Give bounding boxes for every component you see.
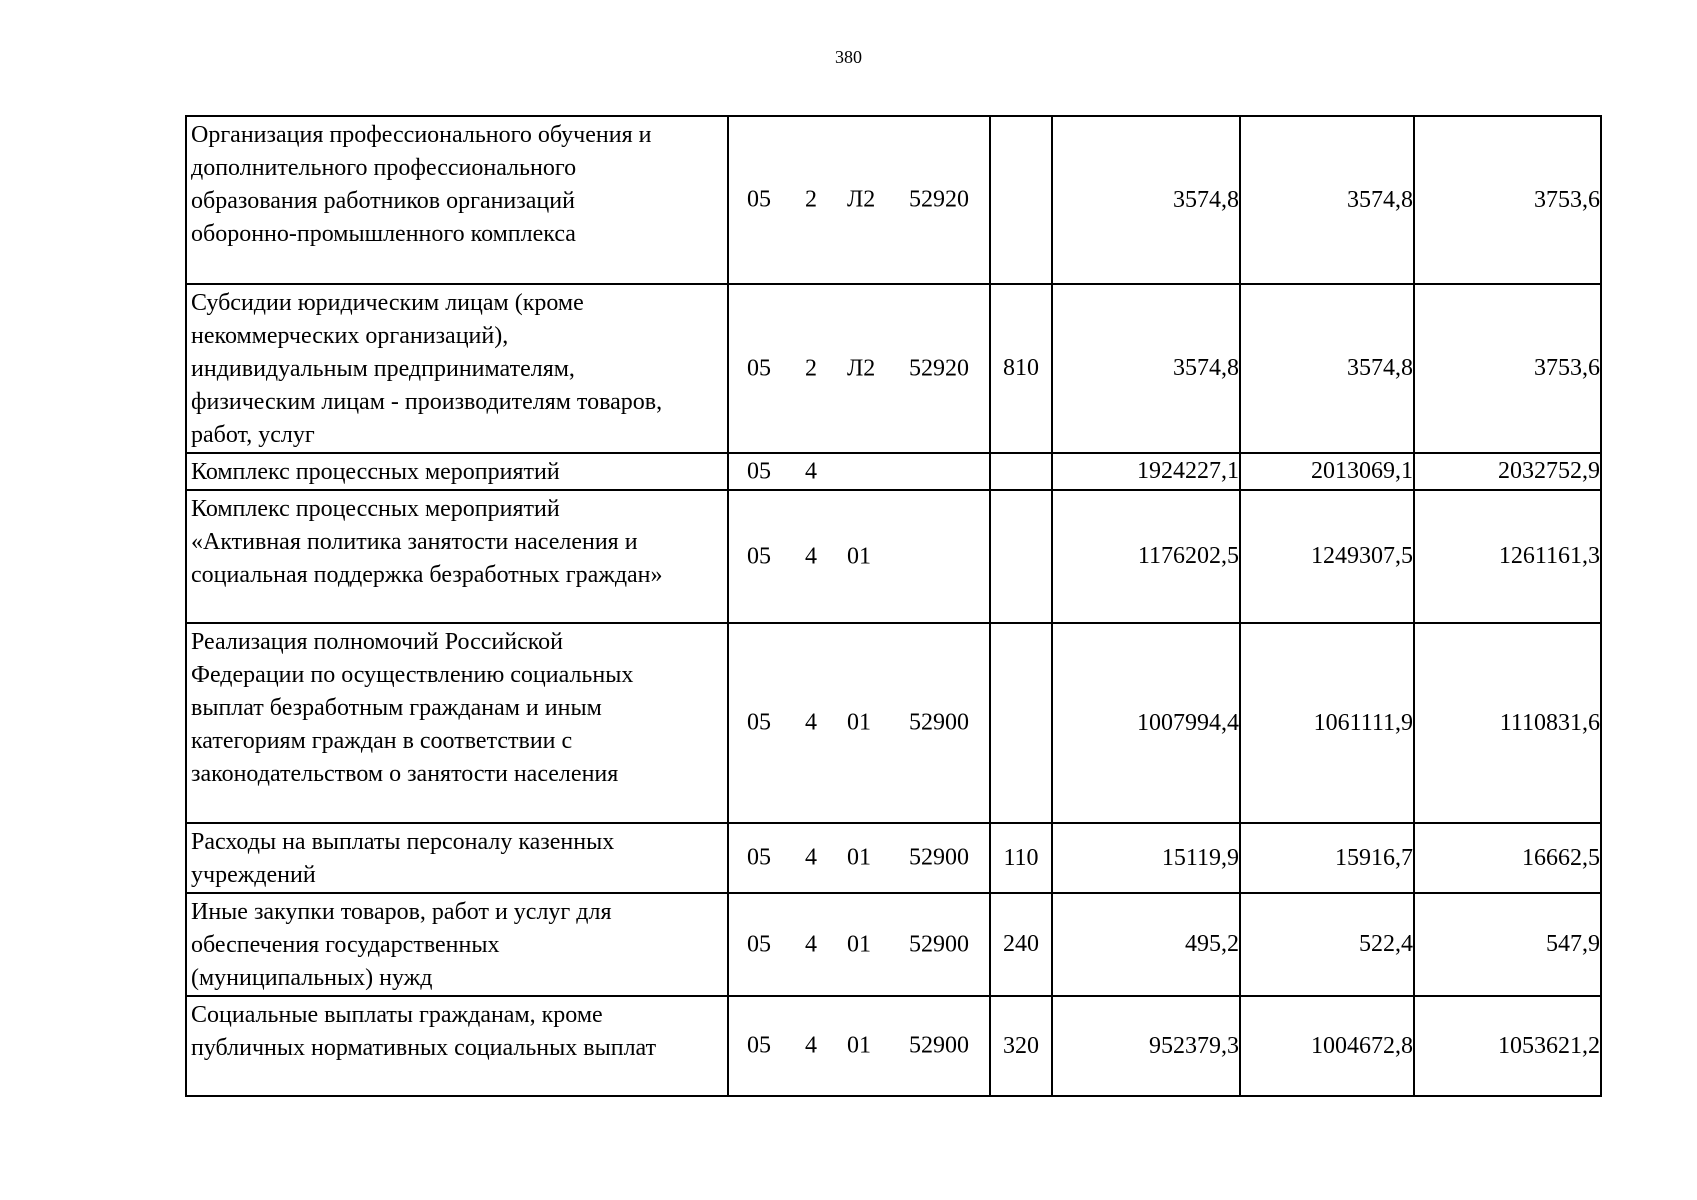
code-section: Л2: [847, 355, 876, 381]
row-name-line: Комплекс процессных мероприятий: [191, 459, 560, 485]
row-name-line: Социальные выплаты гражданам, кроме: [191, 1002, 603, 1028]
row-name: [186, 823, 728, 893]
amount-year-1: 1924227,1: [1052, 453, 1240, 490]
amount-year-1: 952379,3: [1052, 996, 1240, 1096]
code-program: 05: [747, 186, 771, 213]
amount-year-2: 3574,8: [1240, 116, 1414, 284]
row-name-line: образования работников организаций: [191, 188, 575, 214]
table-row: [186, 823, 1601, 893]
row-name-line: Иные закупки товаров, работ и услуг для: [191, 899, 612, 925]
page-number: 380: [835, 47, 862, 67]
amount-year-1: 495,2: [1052, 893, 1240, 996]
table-row: [186, 116, 1601, 284]
amount-year-2: 1061111,9: [1240, 623, 1414, 823]
row-name-line: обеспечения государственных: [191, 932, 500, 958]
amount-year-1: 1176202,5: [1052, 490, 1240, 623]
classification-code: [728, 823, 990, 893]
amount-year-3: 3753,6: [1414, 284, 1601, 453]
code-section: 01: [847, 931, 871, 957]
amount-year-1: 3574,8: [1052, 284, 1240, 453]
amount-year-1: 15119,9: [1052, 823, 1240, 893]
code-subprogram: 4: [805, 458, 817, 484]
row-name-line: выплат безработным гражданам и иным: [191, 695, 602, 721]
budget-table: [185, 115, 1602, 1097]
row-name-line: Организация профессионального обучения и: [191, 122, 652, 148]
amount-year-2: 1004672,8: [1240, 996, 1414, 1096]
code-subprogram: 4: [805, 931, 817, 957]
expense-type: [990, 453, 1052, 490]
code-program: 05: [747, 543, 771, 569]
classification-code: [728, 490, 990, 623]
table-row: [186, 996, 1601, 1096]
row-name: [186, 116, 728, 284]
amount-year-2: 522,4: [1240, 893, 1414, 996]
row-name-line: категориям граждан в соответствии с: [191, 728, 573, 754]
table-row: [186, 893, 1601, 996]
code-program: 05: [747, 709, 771, 736]
code-direction: 52900: [909, 844, 969, 871]
code-program: 05: [747, 1032, 771, 1059]
code-direction: 52900: [909, 931, 969, 957]
code-program: 05: [747, 931, 771, 957]
row-name-line: работ, услуг: [191, 422, 315, 448]
code-program: 05: [747, 844, 771, 871]
expense-type: 320: [990, 996, 1052, 1096]
expense-type: 810: [990, 284, 1052, 453]
amount-year-3: 1110831,6: [1414, 623, 1601, 823]
row-name-line: учреждений: [191, 862, 316, 888]
row-name-line: социальная поддержка безработных граждан»: [191, 562, 663, 588]
amount-year-2: 15916,7: [1240, 823, 1414, 893]
table-row: [186, 623, 1601, 823]
code-program: 05: [747, 458, 771, 484]
expense-type: [990, 490, 1052, 623]
row-name-line: Реализация полномочий Российской: [191, 629, 564, 655]
amount-year-2: 3574,8: [1240, 284, 1414, 453]
row-name-line: «Активная политика занятости населения и: [191, 529, 638, 555]
code-section: 01: [847, 543, 871, 569]
row-name-line: некоммерческих организаций),: [191, 323, 509, 349]
code-subprogram: 4: [805, 1032, 817, 1059]
code-direction: 52920: [909, 186, 969, 213]
classification-code: [728, 116, 990, 284]
code-direction: 52900: [909, 709, 969, 736]
amount-year-1: 1007994,4: [1052, 623, 1240, 823]
amount-year-1: 3574,8: [1052, 116, 1240, 284]
expense-type: 240: [990, 893, 1052, 996]
row-name-line: Федерации по осуществлению социальных: [191, 662, 634, 688]
classification-code: [728, 623, 990, 823]
row-name: [186, 996, 728, 1096]
row-name: [186, 490, 728, 623]
classification-code: [728, 284, 990, 453]
table-row: [186, 453, 1601, 490]
amount-year-3: 3753,6: [1414, 116, 1601, 284]
amount-year-3: 1053621,2: [1414, 996, 1601, 1096]
code-subprogram: 4: [805, 844, 817, 871]
code-program: 05: [747, 355, 771, 381]
code-subprogram: 2: [805, 355, 817, 381]
amount-year-3: 547,9: [1414, 893, 1601, 996]
row-name-line: публичных нормативных социальных выплат: [191, 1035, 657, 1061]
table-row: [186, 490, 1601, 623]
amount-year-3: 2032752,9: [1414, 453, 1601, 490]
row-name: [186, 284, 728, 453]
row-name-line: индивидуальным предпринимателям,: [191, 356, 575, 382]
row-name-line: (муниципальных) нужд: [191, 965, 433, 991]
row-name-line: Комплекс процессных мероприятий: [191, 496, 560, 522]
row-name-line: дополнительного профессионального: [191, 155, 577, 181]
row-name-line: Расходы на выплаты персоналу казенных: [191, 829, 615, 855]
code-direction: 52920: [909, 355, 969, 381]
amount-year-2: 1249307,5: [1240, 490, 1414, 623]
amount-year-3: 16662,5: [1414, 823, 1601, 893]
row-name-line: физическим лицам - производителям товаров,: [191, 389, 663, 415]
expense-type: [990, 623, 1052, 823]
code-section: 01: [847, 709, 871, 736]
row-name: [186, 893, 728, 996]
row-name: [186, 623, 728, 823]
code-subprogram: 2: [805, 186, 817, 213]
amount-year-2: 2013069,1: [1240, 453, 1414, 490]
code-section: Л2: [847, 186, 876, 213]
row-name-line: оборонно-промышленного комплекса: [191, 221, 576, 247]
code-section: 01: [847, 1032, 871, 1059]
row-name-line: Субсидии юридическим лицам (кроме: [191, 290, 584, 316]
amount-year-3: 1261161,3: [1414, 490, 1601, 623]
classification-code: [728, 453, 990, 490]
table-row: [186, 284, 1601, 453]
classification-code: [728, 996, 990, 1096]
code-subprogram: 4: [805, 709, 817, 736]
code-section: 01: [847, 844, 871, 871]
classification-code: [728, 893, 990, 996]
expense-type: [990, 116, 1052, 284]
code-subprogram: 4: [805, 543, 817, 569]
expense-type: 110: [990, 823, 1052, 893]
code-direction: 52900: [909, 1032, 969, 1059]
row-name: [186, 453, 728, 490]
row-name-line: законодательством о занятости населения: [191, 761, 619, 787]
